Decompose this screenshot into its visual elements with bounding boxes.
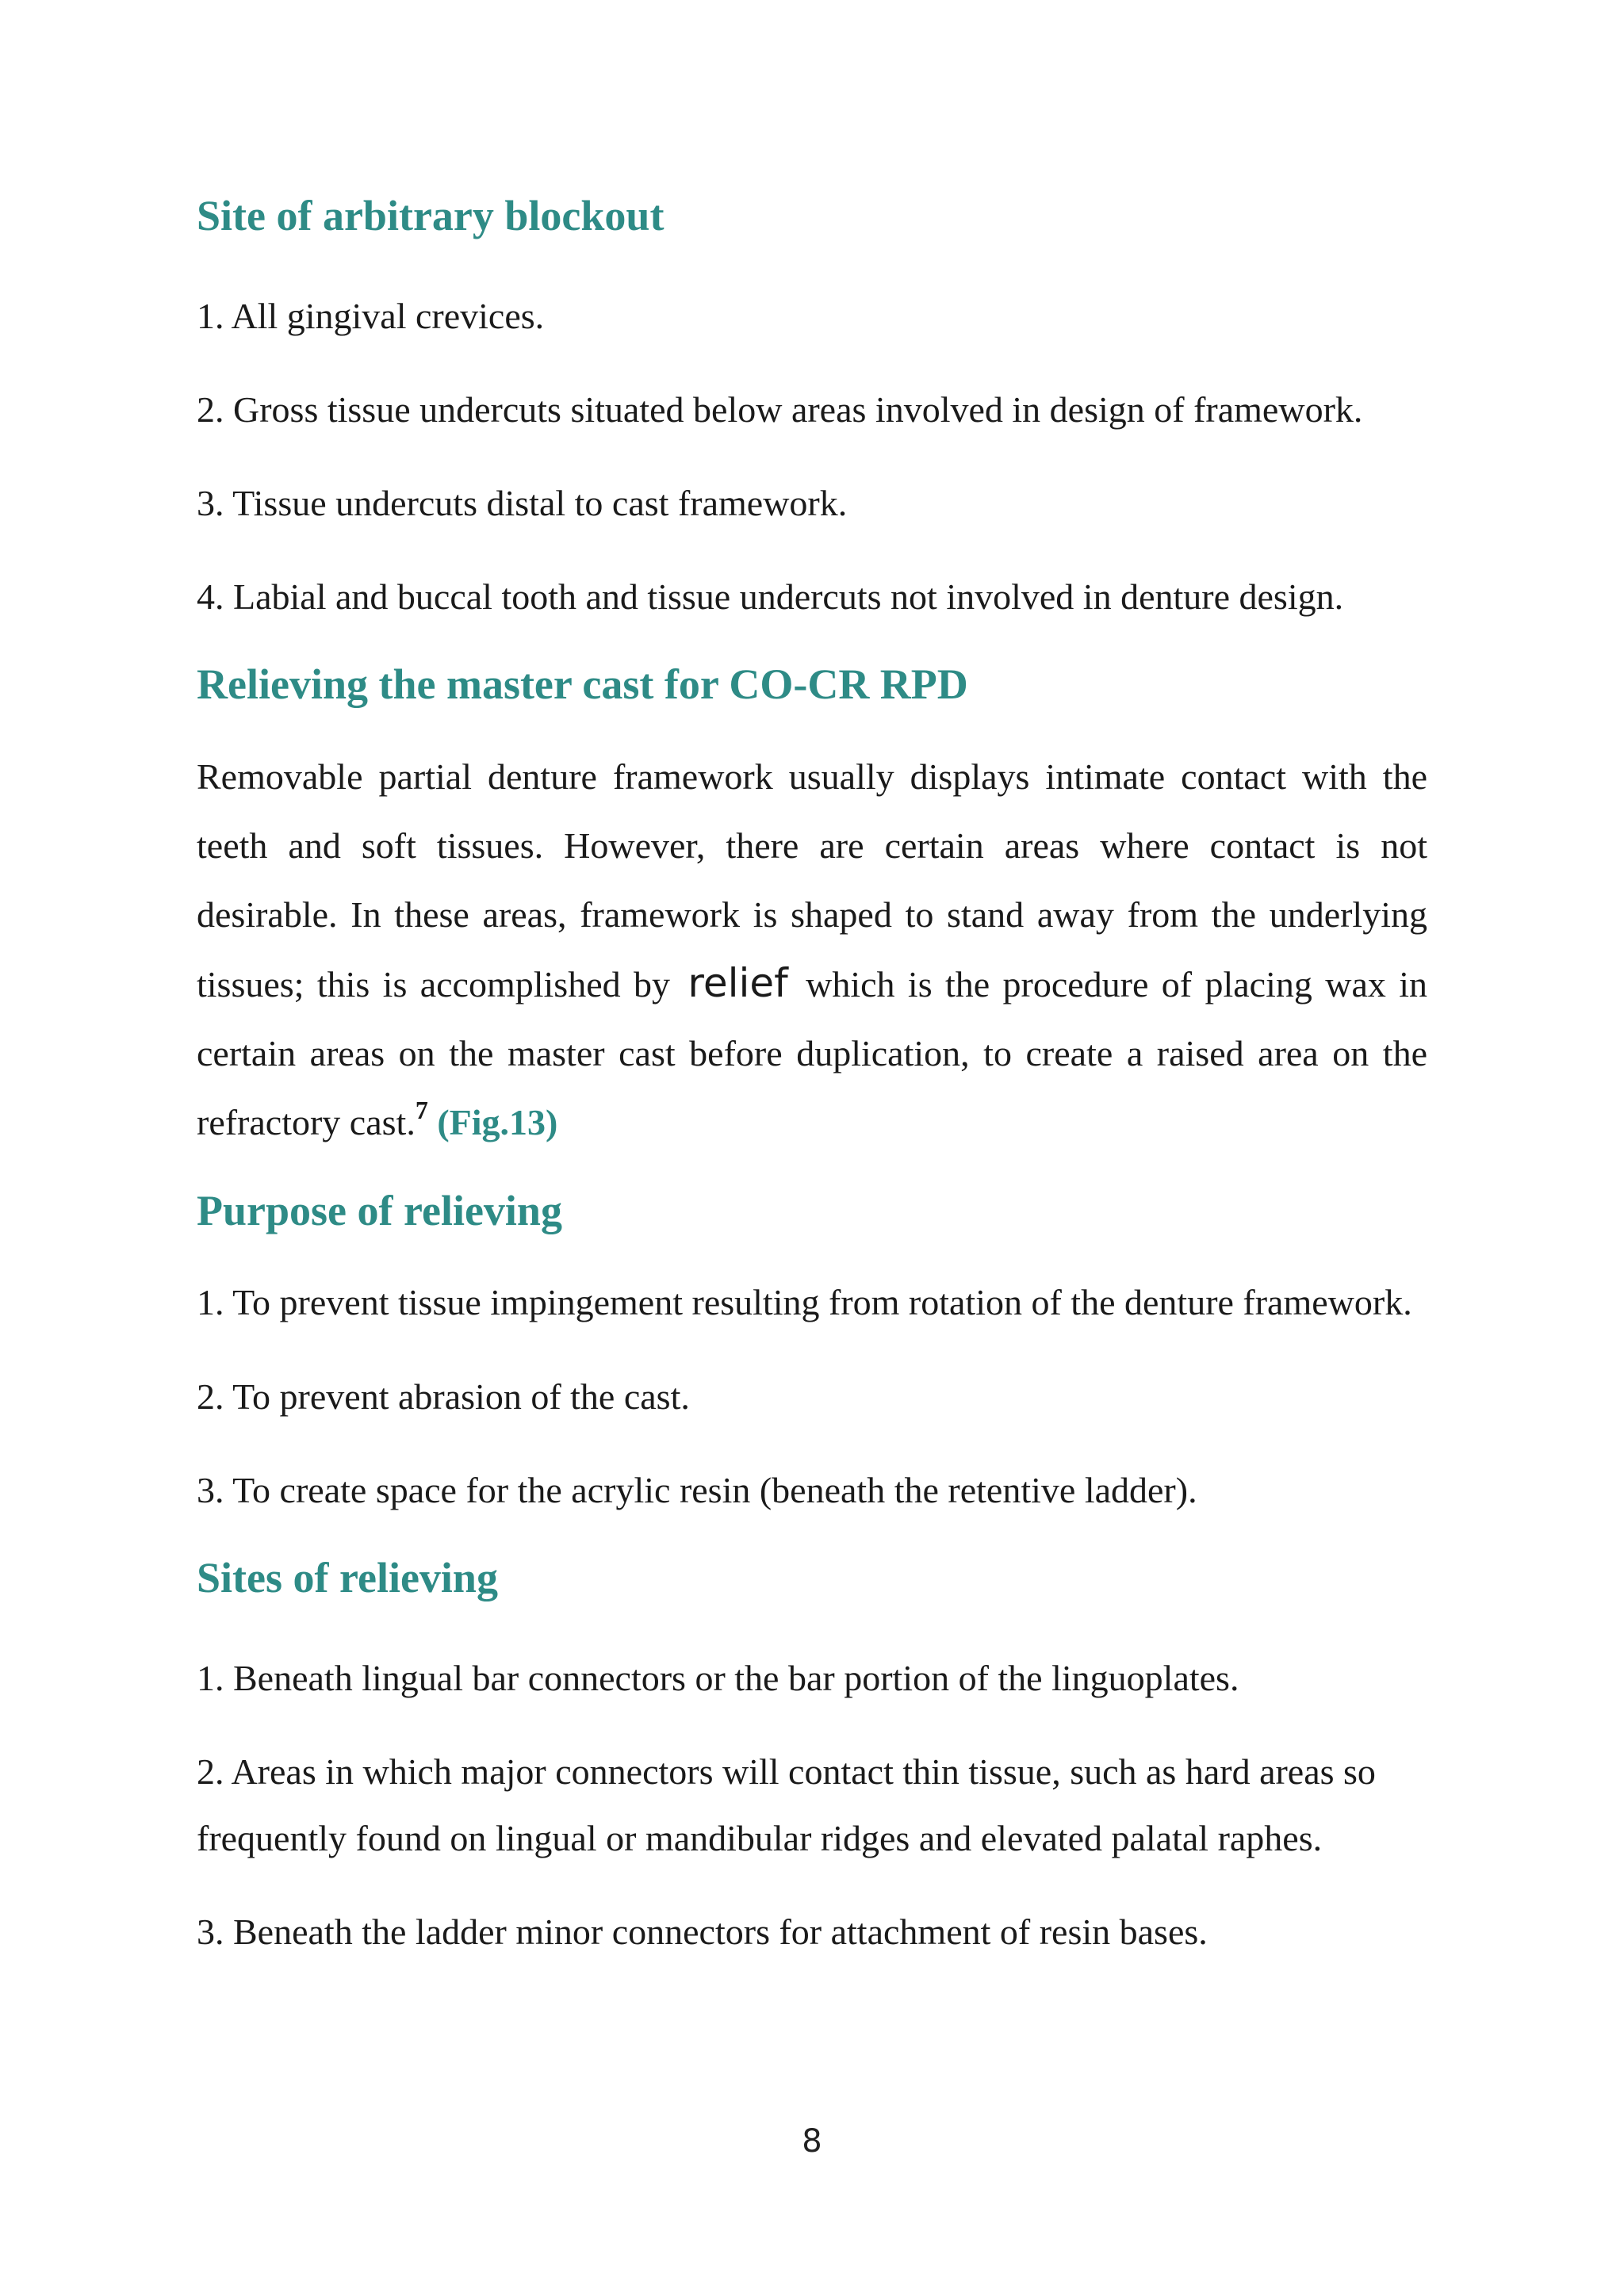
- relief-term: relief: [688, 959, 788, 1006]
- list-item: 3. To create space for the acrylic resin (beneath the retentive ladder).: [197, 1470, 1197, 1511]
- heading-purpose-of-relieving: Purpose of relieving: [197, 1186, 562, 1234]
- page-number: 8: [802, 2123, 822, 2160]
- paragraph-text: which is the procedure of placing wax in certain areas on the master cast before duplication, to create a raised area on the refractory cast.: [197, 963, 1428, 1142]
- paragraph-text: Removable partial denture framework usually displays intimate contact with the teeth and soft tissues. However, there are certain areas where contact is not desirable. In these areas, framework is shaped to stand away from the underlying tissues; this is accomplished by: [197, 756, 1427, 1004]
- list-item: 2. To prevent abrasion of the cast.: [197, 1376, 690, 1418]
- heading-relieving-master-cast: Relieving the master cast for CO-CR RPD: [197, 660, 968, 708]
- heading-arbitrary-blockout: Site of arbitrary blockout: [197, 192, 665, 239]
- list-item: 1. All gingival crevices.: [197, 295, 545, 336]
- figure-reference: (Fig.13): [437, 1101, 558, 1142]
- list-item: 2. Areas in which major connectors will contact thin tissue, such as hard areas so frequently found on lingual or mandibular ridges and elevated palatal raphes.: [197, 1751, 1376, 1859]
- document-page: [197, 190, 1427, 1965]
- list-item: 4. Labial and buccal tooth and tissue undercuts not involved in denture design.: [197, 576, 1344, 617]
- list-item: 3. Beneath the ladder minor connectors for attachment of resin bases.: [197, 1911, 1208, 1953]
- list-item: 1. To prevent tissue impingement resulting from rotation of the denture framework.: [197, 1282, 1412, 1323]
- list-item: 3. Tissue undercuts distal to cast framework.: [197, 482, 848, 523]
- citation-superscript: 7: [415, 1095, 428, 1124]
- list-item: 1. Beneath lingual bar connectors or the bar portion of the linguoplates.: [197, 1658, 1239, 1699]
- heading-sites-of-relieving: Sites of relieving: [197, 1554, 498, 1602]
- list-item: 2. Gross tissue undercuts situated below areas involved in design of framework.: [197, 388, 1363, 430]
- relief-paragraph: [197, 742, 1427, 1157]
